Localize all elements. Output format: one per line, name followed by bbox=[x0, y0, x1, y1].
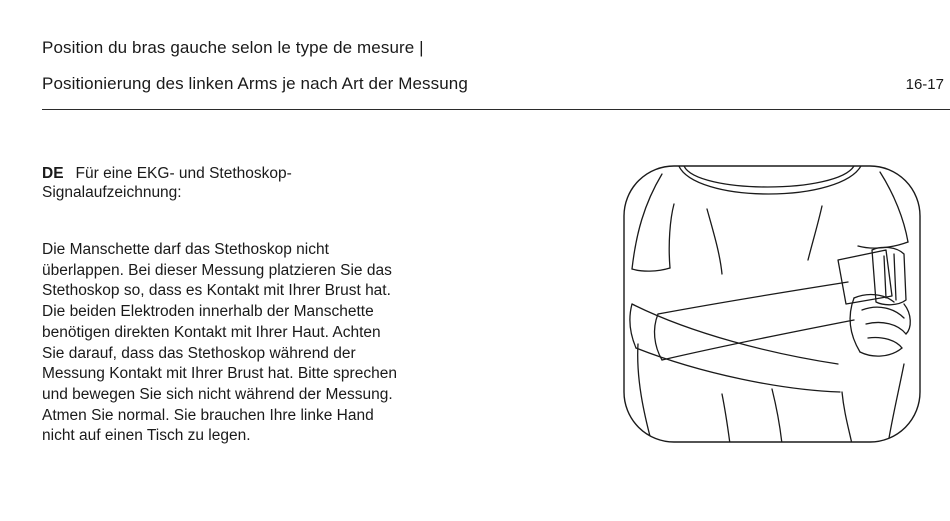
instruction-paragraph bbox=[42, 240, 482, 447]
header-divider bbox=[42, 109, 950, 110]
body-line: und bewegen Sie sich nicht während der Messung. bbox=[42, 385, 393, 403]
body-line: benötigen direkten Kontakt mit Ihrer Haut. Achten bbox=[42, 323, 381, 341]
body-line: überlappen. Bei dieser Messung platzieren Sie das bbox=[42, 261, 392, 279]
language-code: DE bbox=[42, 165, 64, 182]
torso-crossed-arms-icon bbox=[622, 164, 922, 444]
body-line: Messung Kontakt mit Ihrer Brust hat. Bitte sprechen bbox=[42, 365, 397, 383]
page-number: 16-17 bbox=[905, 76, 944, 93]
body-line: Atmen Sie normal. Sie brauchen Ihre linke Hand bbox=[42, 406, 374, 424]
body-line: Die beiden Elektroden innerhalb der Manschette bbox=[42, 303, 374, 321]
body-line: Sie darauf, dass das Stethoskop während der bbox=[42, 344, 356, 362]
header-title-fr: Position du bras gauche selon le type de mesure | bbox=[42, 38, 424, 57]
body-line: Stethoskop so, dass es Kontakt mit Ihrer Brust hat. bbox=[42, 282, 391, 300]
body-line: Die Manschette darf das Stethoskop nicht bbox=[42, 241, 329, 258]
body-line: nicht auf einen Tisch zu legen. bbox=[42, 427, 251, 445]
intro-text: Für eine EKG- und Stethoskop-Signalaufzeichnung: bbox=[42, 165, 292, 201]
header-title-de: Positionierung des linken Arms je nach Art der Messung bbox=[42, 74, 468, 93]
intro-paragraph bbox=[42, 164, 402, 202]
